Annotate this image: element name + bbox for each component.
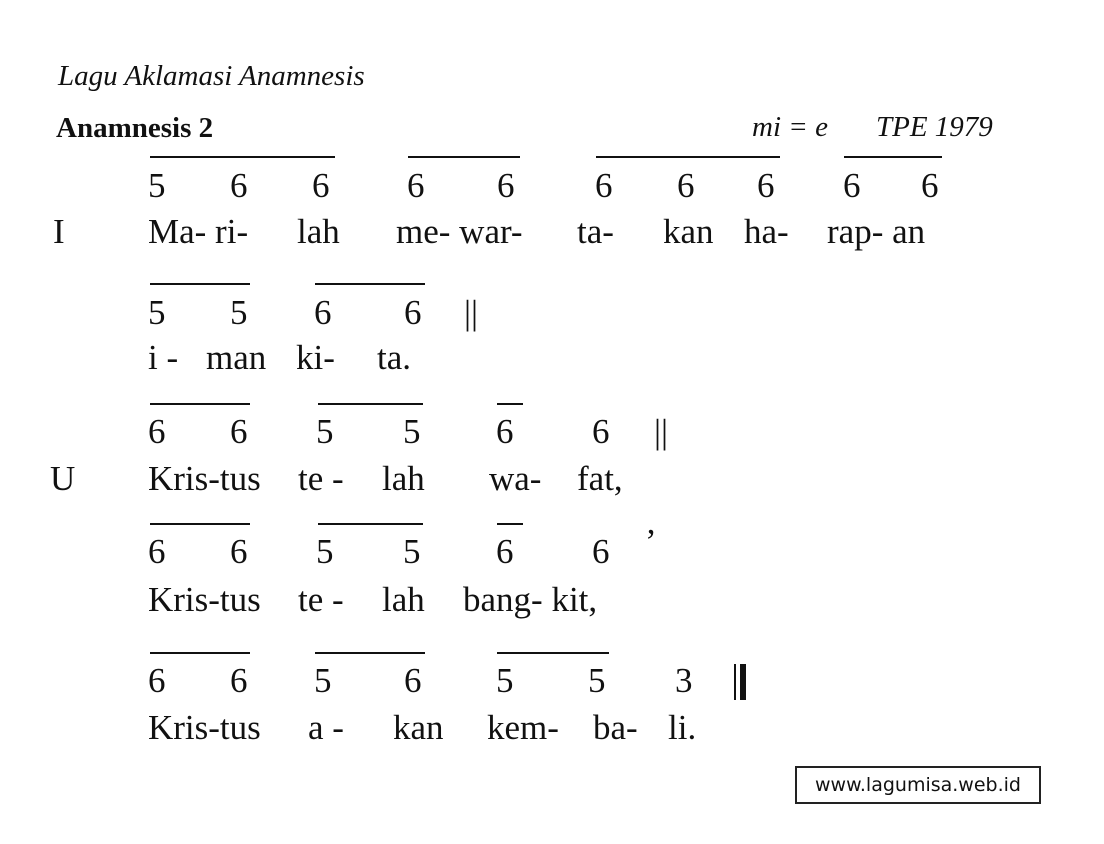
beam-line xyxy=(150,652,250,654)
lyric: Ma- ri- xyxy=(148,212,249,251)
role-label: I xyxy=(53,212,65,251)
source-reference: TPE 1979 xyxy=(876,111,993,143)
lyric: Kris-tus xyxy=(148,459,261,498)
note: 5 xyxy=(316,532,334,571)
lyric: fat, xyxy=(577,459,623,498)
lyric: lah xyxy=(297,212,340,251)
beam-line xyxy=(318,403,423,405)
lyric: lah xyxy=(382,459,425,498)
beam-line xyxy=(497,523,523,525)
beam-line xyxy=(318,523,423,525)
note: 5 xyxy=(230,293,248,332)
note: 6 xyxy=(230,532,248,571)
lyric: li. xyxy=(668,708,697,747)
lyric: man xyxy=(206,338,267,377)
note: 5 xyxy=(496,661,514,700)
beam-line xyxy=(497,403,523,405)
note: 6 xyxy=(592,412,610,451)
lyric: ta- xyxy=(577,212,614,251)
breath-mark: ’ xyxy=(645,522,657,561)
note: 3 xyxy=(675,661,693,700)
note: 6 xyxy=(595,166,613,205)
role-label: U xyxy=(50,459,76,498)
note: 6 xyxy=(404,293,422,332)
beam-line xyxy=(596,156,780,158)
note: 6 xyxy=(496,532,514,571)
note: 6 xyxy=(148,532,166,571)
lyric: a - xyxy=(308,708,344,747)
lyric: ha- xyxy=(744,212,789,251)
lyric: te - xyxy=(298,459,344,498)
note: 5 xyxy=(148,166,166,205)
beam-line xyxy=(150,283,250,285)
note: 5 xyxy=(403,412,421,451)
beam-line xyxy=(844,156,942,158)
note: 6 xyxy=(407,166,425,205)
note: 6 xyxy=(230,412,248,451)
lyric: rap- an xyxy=(827,212,926,251)
lyric: lah xyxy=(382,580,425,619)
note: 6 xyxy=(230,661,248,700)
lyric: kan xyxy=(393,708,444,747)
note: 6 xyxy=(843,166,861,205)
note: 6 xyxy=(757,166,775,205)
note: 6 xyxy=(497,166,515,205)
note: 5 xyxy=(316,412,334,451)
beam-line xyxy=(315,283,425,285)
lyric: wa- xyxy=(489,459,542,498)
lyric: Kris-tus xyxy=(148,708,261,747)
note: 6 xyxy=(148,412,166,451)
beam-line xyxy=(150,523,250,525)
lyric: ba- xyxy=(593,708,638,747)
lyric: ta. xyxy=(377,338,412,377)
note: 5 xyxy=(148,293,166,332)
beam-line xyxy=(408,156,520,158)
note: 6 xyxy=(677,166,695,205)
lyric: te - xyxy=(298,580,344,619)
website-watermark: www.lagumisa.web.id xyxy=(795,766,1041,804)
note: 6 xyxy=(314,293,332,332)
beam-line xyxy=(315,652,425,654)
lyric: Kris-tus xyxy=(148,580,261,619)
note: 5 xyxy=(588,661,606,700)
note: 5 xyxy=(403,532,421,571)
note: 6 xyxy=(592,532,610,571)
lyric: kan xyxy=(663,212,714,251)
beam-line xyxy=(150,403,250,405)
note: 5 xyxy=(314,661,332,700)
note: 6 xyxy=(921,166,939,205)
double-barline: || xyxy=(654,412,669,451)
lyric: me- war- xyxy=(396,212,523,251)
note: 6 xyxy=(148,661,166,700)
beam-line xyxy=(497,652,609,654)
key-signature: mi = e xyxy=(752,111,828,143)
note: 6 xyxy=(312,166,330,205)
lyric: kem- xyxy=(487,708,559,747)
song-subtitle: Anamnesis 2 xyxy=(56,112,214,144)
double-barline: || xyxy=(464,293,479,332)
note: 6 xyxy=(496,412,514,451)
lyric: ki- xyxy=(296,338,335,377)
note: 6 xyxy=(230,166,248,205)
beam-line xyxy=(150,156,335,158)
lyric: i - xyxy=(148,338,179,377)
note: 6 xyxy=(404,661,422,700)
lyric: bang- kit, xyxy=(463,580,598,619)
song-title: Lagu Aklamasi Anamnesis xyxy=(58,60,365,92)
